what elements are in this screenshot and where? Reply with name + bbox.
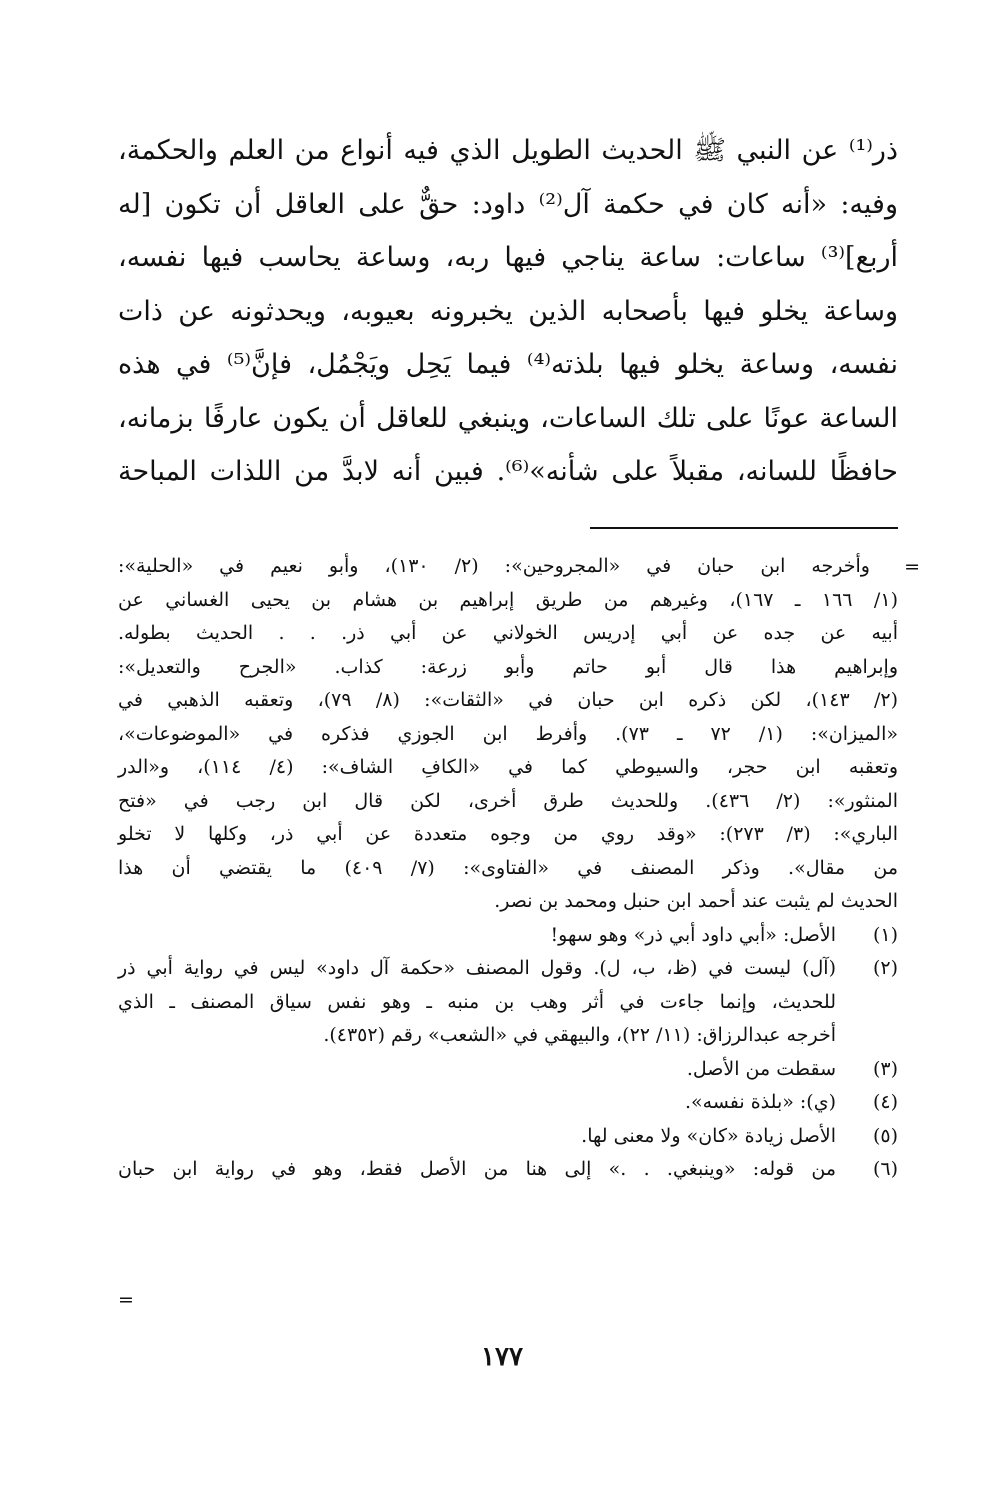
continued-note-line: «الميزان»: (١/ ٧٢ ـ ٧٣). وأفرط ابن الجوزي فذكره في «الموضوعات»، [118, 722, 898, 745]
footnote-text: من قوله: «وينبغي. . .» إلى هنا من الأصل فقط، وهو في رواية ابن حبان [118, 1158, 836, 1180]
continued-note-line: وأخرجه ابن حبان في «المجروحين»: (٢/ ١٣٠)، وأبو نعيم في «الحلية»: [118, 555, 870, 577]
main-text-line: الساعة عونًا على تلك الساعات، وينبغي للعاقل أن يكون عارفًا بزمانه، [118, 402, 898, 434]
footnote-3 [118, 1053, 898, 1087]
main-text-line: أربع]⁽³⁾ ساعات: ساعة يناجي فيها ربه، وساعة يحاسب فيها نفسه، [118, 242, 898, 273]
footnote-number: (٢) [872, 957, 898, 979]
footnote-text: الأصل زيادة «كان» ولا معنى لها. [581, 1124, 836, 1147]
footnote-5 [118, 1120, 898, 1154]
main-text-line: نفسه، وساعة يخلو فيها بلذته⁽⁴⁾ فيما يَحِل ويَجْمُل، فإنَّ⁽⁵⁾ في هذه [118, 349, 899, 380]
footnote-text: (آل) ليست في (ظ، ب، ل). وقول المصنف «حكمة آل داود» ليس في رواية أبي ذر [118, 957, 836, 979]
continued-note-line: وإبراهيم هذا قال أبو حاتم وأبو زرعة: كذاب. «الجرح والتعديل»: [118, 655, 898, 678]
main-text-block [118, 124, 898, 499]
footnote-text: سقطت من الأصل. [686, 1057, 836, 1080]
footnote-4 [118, 1086, 898, 1120]
footnote-text: أخرجه عبدالرزاق: (١١/ ٢٢)، والبيهقي في «الشعب» رقم (٤٣٥٢). [323, 1024, 836, 1046]
footnote-text: الأصل: «أبي داود أبي ذر» وهو سهو! [550, 923, 836, 946]
footnote-number: (٣) [872, 1057, 898, 1080]
continued-note-line: وتعقبه ابن حجر، والسيوطي كما في «الكافِ الشاف»: (٤/ ١١٤)، و«الدر [118, 756, 899, 778]
continued-note-line: الحديث لم يثبت عند أحمد ابن حنبل ومحمد بن نصر. [494, 890, 898, 912]
main-text-line: وساعة يخلو فيها بأصحابه الذين يخبرونه بعيوبه، ويحدثونه عن ذات [118, 295, 898, 327]
continued-note-line: (٢/ ١٤٣)، لكن ذكره ابن حبان في «الثقات»: (٨/ ٧٩)، وتعقبه الذهبي في [118, 689, 899, 711]
footnote-text: (ي): «بلذة نفسه». [684, 1091, 836, 1113]
footnote-1 [118, 919, 898, 953]
main-text-line: حافظًا للسانه، مقبلاً على شأنه»⁽⁶⁾. فبين أنه لابدَّ من اللذات المباحة [118, 456, 898, 487]
footnote-6 [118, 1153, 898, 1187]
continuation-mark-bottom: = [118, 1289, 134, 1311]
footnote-number: (٤) [872, 1091, 898, 1113]
main-text-line: وفيه: «أنه كان في حكمة آل⁽²⁾ داود: حقٌّ على العاقل أن تكون [له [118, 188, 898, 220]
footnotes-block [118, 550, 898, 1187]
footnote-separator [590, 527, 898, 529]
continued-note-line: من مقال». وذكر المصنف في «الفتاوى»: (٧/ ٤٠٩) ما يقتضي أن هذا [118, 856, 898, 879]
main-text-line: ذر⁽¹⁾ عن النبي ﷺ الحديث الطويل الذي فيه أنواع من العلم والحكمة، [118, 135, 898, 166]
continuation-mark-top: = [904, 556, 920, 578]
continued-note-line: المنثور»: (٢/ ٤٣٦). وللحديث طرق أخرى، لكن قال ابن رجب في «فتح [118, 789, 898, 812]
continued-note-line: أبيه عن جده عن أبي إدريس الخولاني عن أبي ذر. . . الحديث بطوله. [118, 622, 898, 644]
continued-note-line: (١/ ١٦٦ ـ ١٦٧)، وغيرهم من طريق إبراهيم بن هشام بن يحيى الغساني عن [118, 588, 898, 611]
footnote-number: (٥) [872, 1124, 898, 1147]
footnote-text: للحديث، وإنما جاءت في أثر وهب بن منبه ـ وهو نفس سياق المصنف ـ الذي [118, 990, 836, 1013]
footnote-2 [118, 952, 898, 986]
footnote-number: (٦) [872, 1158, 898, 1180]
page-number: ١٧٧ [481, 1342, 523, 1372]
footnote-number: (١) [872, 923, 898, 946]
continued-note-line: الباري»: (٣/ ٢٧٣): «وقد روي من وجوه متعددة عن أبي ذر، وكلها لا تخلو [118, 823, 898, 845]
